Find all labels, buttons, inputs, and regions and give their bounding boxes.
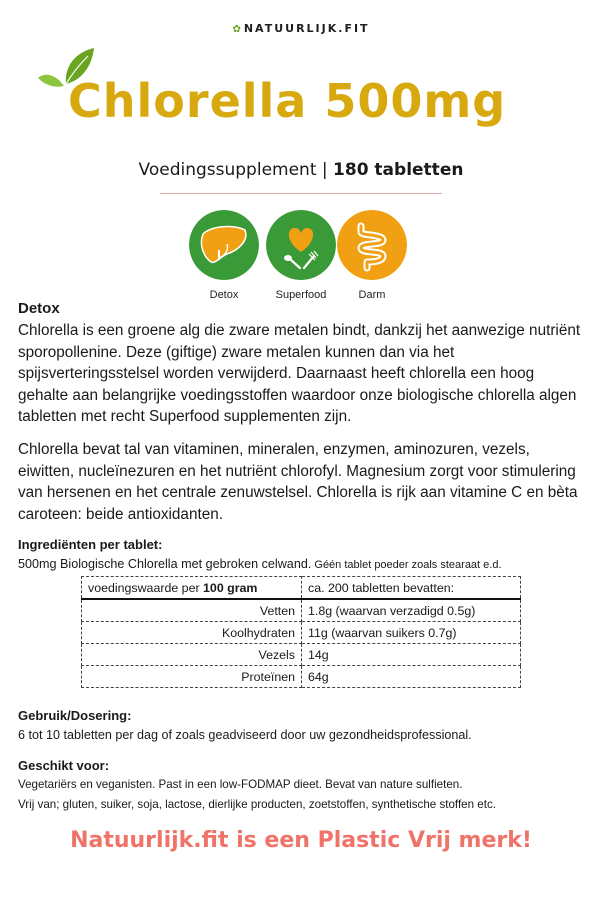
nutrition-table <box>81 576 521 688</box>
nutrient-label: Vezels <box>82 644 302 666</box>
dosage-text: 6 tot 10 tabletten per dag of zoals geadviseerd door uw gezondheidsprofessional. <box>18 728 472 742</box>
table-row <box>82 622 521 644</box>
table-row <box>82 644 521 666</box>
nutrition-header-left <box>82 577 302 600</box>
ingredients-note: Géén tablet poeder zoals stearaat e.d. <box>311 559 502 571</box>
benefit-label: Superfood <box>275 289 327 301</box>
nutrient-value: 11g (waarvan suikers 0.7g) <box>302 622 521 644</box>
brand-logo <box>0 22 602 35</box>
table-row <box>82 666 521 688</box>
subtitle-count: 180 tabletten <box>333 160 464 180</box>
nutrition-header-row <box>82 577 521 600</box>
nutrition-header-left-text: voedingswaarde per <box>88 580 204 595</box>
product-subtitle <box>0 160 602 180</box>
detox-paragraph-2: Chlorella bevat tal van vitaminen, mineralen, enzymen, aminozuren, vezels, eiwitten, nucleïnezuren en het nutriënt chlorofyl. Magnesium zorgt voor stimulering van hersenen en het centrale zenuwstelsel. Chlorella is rijk aan vitamine C en bèta caroteen: beide antioxidanten. <box>18 441 578 523</box>
ingredients-text <box>18 557 502 571</box>
nutrient-value: 64g <box>302 666 521 688</box>
nutrition-header-left-bold: 100 gram <box>203 580 258 595</box>
subtitle-type: Voedingssupplement | <box>138 160 334 180</box>
brand-name: ATUURLIJK.FIT <box>255 22 370 35</box>
heart-cutlery-icon <box>266 210 336 280</box>
benefit-label: Darm <box>358 289 386 301</box>
ingredients-main: 500mg Biologische Chlorella met gebroken celwand. <box>18 557 312 571</box>
divider <box>160 193 442 194</box>
plastic-free-slogan: Natuurlijk.fit is een Plastic Vrij merk! <box>70 828 532 853</box>
product-title: Chlorella 500mg <box>68 74 507 128</box>
dosage-heading: Gebruik/Dosering: <box>18 708 132 723</box>
suitable-heading: Geschikt voor: <box>18 758 110 773</box>
benefit-superfood <box>265 210 337 301</box>
nutrient-label: Vetten <box>82 599 302 622</box>
benefit-label: Detox <box>209 289 239 301</box>
nutrient-value: 14g <box>302 644 521 666</box>
brand-prefix: N <box>243 22 256 35</box>
nutrition-header-right: ca. 200 tabletten bevatten: <box>302 577 521 600</box>
leaf-icon: ✿ <box>232 24 243 35</box>
benefit-icons <box>188 210 418 302</box>
suitable-line-2: Vrij van; gluten, suiker, soja, lactose, dierlijke producten, zoetstoffen, synthetische stoffen etc. <box>18 798 496 811</box>
detox-paragraph-1: Chlorella is een groene alg die zware metalen bindt, dankzij het aanwezige nutriënt sporopollenine. Deze (giftige) zware metalen kunnen dan via het spijsverteringsstelsel worden verwijderd. Daarnaast heeft chlorella een hoog gehalte aan belangrijke voedingsstoffen waardoor onze biologische chlorella algen tabletten met recht Superfood supplementen zijn. <box>18 322 581 425</box>
benefit-detox <box>188 210 260 301</box>
nutrient-value: 1.8g (waarvan verzadigd 0.5g) <box>302 599 521 622</box>
suitable-line-1: Vegetariërs en veganisten. Past in een low-FODMAP dieet. Bevat van nature sulfieten. <box>18 778 463 791</box>
nutrient-label: Proteïnen <box>82 666 302 688</box>
ingredients-heading: Ingrediënten per tablet: <box>18 537 163 552</box>
intestine-icon <box>337 210 407 280</box>
liver-icon <box>189 210 259 280</box>
detox-heading: Detox <box>18 300 60 317</box>
benefit-darm <box>336 210 408 301</box>
nutrient-label: Koolhydraten <box>82 622 302 644</box>
table-row <box>82 599 521 622</box>
